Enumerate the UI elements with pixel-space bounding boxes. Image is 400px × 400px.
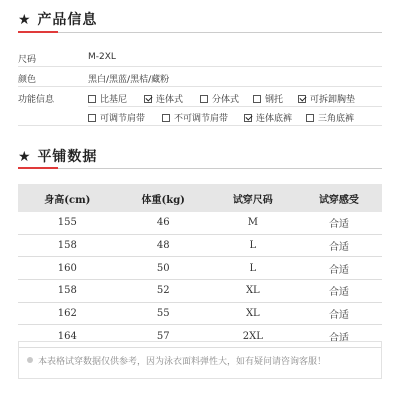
section-accent	[18, 167, 58, 169]
feature-label: 连体底裤	[256, 114, 293, 124]
bullet-icon	[27, 357, 33, 363]
info-value: 黑白/黑蓝/黑桔/藏粉	[88, 75, 170, 85]
star-icon: ★	[18, 149, 32, 165]
cell: 48	[117, 234, 210, 257]
cell: 合适	[296, 257, 382, 280]
table-row	[18, 257, 382, 280]
cell: XL	[210, 280, 296, 303]
feature-option[interactable]	[88, 92, 127, 105]
cell: 158	[18, 280, 117, 303]
cell: 164	[18, 325, 117, 348]
star-icon: ★	[18, 12, 32, 28]
section-divider	[18, 32, 382, 33]
col-header-fit: 试穿感受	[296, 184, 382, 212]
feature-label: 钢托	[265, 95, 284, 105]
cell: 2XL	[210, 325, 296, 348]
section-divider	[18, 168, 382, 169]
checkbox-icon[interactable]	[253, 95, 261, 103]
checkbox-icon[interactable]	[200, 95, 208, 103]
feature-option[interactable]	[200, 92, 239, 105]
info-value: M-2XL	[88, 52, 116, 62]
feature-label: 比基尼	[100, 95, 128, 105]
disclaimer-text: 本表格试穿数据仅供参考，因为泳衣面料弹性大，如有疑问请咨询客服！	[38, 356, 327, 367]
tile-data-heading	[18, 146, 97, 166]
table-row	[18, 212, 382, 234]
cell: 52	[117, 280, 210, 303]
cell: L	[210, 234, 296, 257]
cell: 合适	[296, 234, 382, 257]
table-row	[18, 302, 382, 325]
col-header-height: 身高(cm)	[18, 184, 117, 212]
cell: 55	[117, 302, 210, 325]
size-table	[18, 184, 382, 348]
cell: M	[210, 212, 296, 234]
feature-option[interactable]	[298, 92, 355, 105]
section-accent	[18, 31, 58, 33]
cell: 合适	[296, 280, 382, 303]
feature-label: 分体式	[212, 95, 240, 105]
feature-option[interactable]	[306, 111, 354, 124]
cell: 合适	[296, 325, 382, 348]
info-label: 颜色	[18, 75, 37, 85]
info-label: 尺码	[18, 55, 37, 65]
cell: 50	[117, 257, 210, 280]
cell: 57	[117, 325, 210, 348]
cell: XL	[210, 302, 296, 325]
checkbox-icon[interactable]	[162, 114, 170, 122]
feature-option[interactable]	[253, 92, 283, 105]
row-divider	[88, 106, 382, 107]
cell: 160	[18, 257, 117, 280]
row-divider	[18, 125, 382, 126]
checkbox-icon[interactable]	[306, 114, 314, 122]
row-divider	[18, 86, 382, 87]
cell: 158	[18, 234, 117, 257]
feature-label: 不可调节肩带	[174, 114, 229, 124]
feature-option[interactable]	[88, 111, 145, 124]
cell: 合适	[296, 212, 382, 234]
checkbox-icon[interactable]	[88, 95, 96, 103]
col-header-size: 试穿尺码	[210, 184, 296, 212]
feature-label: 连体式	[156, 95, 184, 105]
col-header-weight: 体重(kg)	[117, 184, 210, 212]
feature-label: 可拆卸胸垫	[310, 95, 356, 105]
cell: 155	[18, 212, 117, 234]
table-row	[18, 234, 382, 257]
cell: 合适	[296, 302, 382, 325]
feature-option[interactable]	[144, 92, 183, 105]
checkbox-icon[interactable]	[244, 114, 252, 122]
feature-option[interactable]	[244, 111, 292, 124]
cell: 46	[117, 212, 210, 234]
product-info-title: 产品信息	[37, 12, 98, 28]
checkbox-icon[interactable]	[298, 95, 306, 103]
product-info-heading	[18, 9, 97, 29]
checkbox-icon[interactable]	[88, 114, 96, 122]
cell: 162	[18, 302, 117, 325]
feature-label: 可调节肩带	[100, 114, 146, 124]
feature-label: 三角底裤	[318, 114, 355, 124]
info-label: 功能信息	[18, 95, 55, 105]
cell: L	[210, 257, 296, 280]
table-row	[18, 280, 382, 303]
feature-option[interactable]	[162, 111, 228, 124]
checkbox-icon[interactable]	[144, 95, 152, 103]
table-header-row	[18, 184, 382, 212]
row-divider	[18, 66, 382, 67]
tile-data-title: 平铺数据	[37, 149, 98, 165]
disclaimer-note	[18, 341, 382, 379]
